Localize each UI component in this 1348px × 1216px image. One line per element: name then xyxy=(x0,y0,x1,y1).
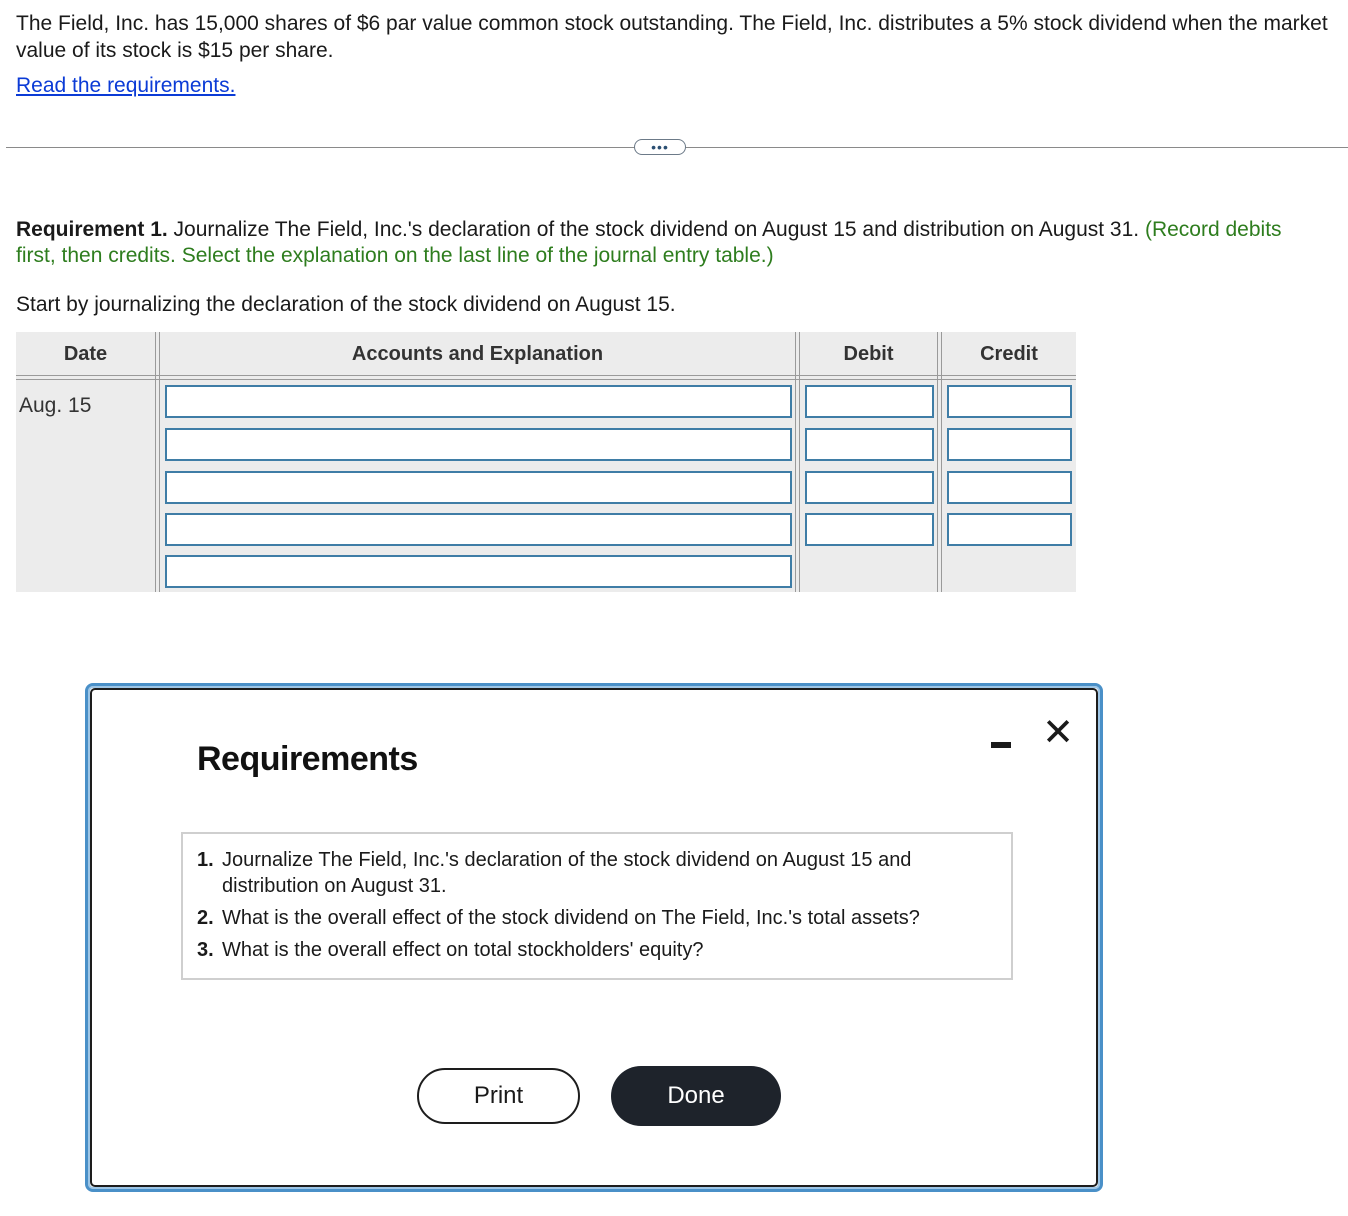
item-number: 3. xyxy=(197,939,214,961)
debit-input-row-4[interactable] xyxy=(805,513,934,546)
credit-input-row-4[interactable] xyxy=(947,513,1072,546)
header-accounts: Accounts and Explanation xyxy=(351,343,604,365)
requirement-instruction: (Record debits first, then credits. Select the explanation on the last line of the journal entry table.) xyxy=(16,218,1282,267)
account-input-row-1[interactable] xyxy=(165,385,792,418)
header-debit: Debit xyxy=(843,343,894,365)
list-item xyxy=(197,847,997,899)
list-item xyxy=(197,937,997,963)
explanation-input[interactable] xyxy=(165,555,792,588)
header-date: Date xyxy=(63,343,108,365)
item-text: Journalize The Field, Inc.'s declaration of the stock dividend on August 15 and distribution on August 31. xyxy=(222,849,912,897)
problem-statement: The Field, Inc. has 15,000 shares of $6 par value common stock outstanding. The Field, Inc. distributes a 5% stock dividend when the market value of its stock is $15 per share. xyxy=(16,12,1328,62)
credit-input-row-3[interactable] xyxy=(947,471,1072,504)
requirement-label: Requirement 1. xyxy=(16,218,168,241)
account-input-row-2[interactable] xyxy=(165,428,792,461)
read-requirements-link[interactable]: Read the requirements. xyxy=(16,74,236,97)
debit-input-row-2[interactable] xyxy=(805,428,934,461)
header-separator xyxy=(16,375,1076,380)
requirement-body: Journalize The Field, Inc.'s declaration of the stock dividend on August 15 and distribution on August 31. xyxy=(167,218,1145,241)
requirements-dialog xyxy=(85,683,1103,1192)
credit-input-row-1[interactable] xyxy=(947,385,1072,418)
dialog-frame xyxy=(90,688,1098,1187)
expand-button[interactable]: ••• xyxy=(634,139,686,155)
debit-input-row-3[interactable] xyxy=(805,471,934,504)
debit-input-row-1[interactable] xyxy=(805,385,934,418)
journal-entry-table xyxy=(16,332,1076,592)
column-separator xyxy=(795,332,800,592)
column-separator xyxy=(937,332,942,592)
entry-date: Aug. 15 xyxy=(19,394,92,417)
requirements-list xyxy=(181,832,1013,980)
done-button[interactable]: Done xyxy=(611,1066,781,1126)
start-instruction: Start by journalizing the declaration of the stock dividend on August 15. xyxy=(16,293,676,316)
column-separator xyxy=(155,332,160,592)
dialog-title: Requirements xyxy=(197,740,418,778)
close-icon[interactable]: ✕ xyxy=(1042,712,1074,754)
list-item xyxy=(197,905,997,931)
account-input-row-3[interactable] xyxy=(165,471,792,504)
requirement-1-text xyxy=(16,217,1316,269)
minimize-icon[interactable] xyxy=(989,732,1013,756)
credit-input-row-2[interactable] xyxy=(947,428,1072,461)
header-credit: Credit xyxy=(980,343,1038,365)
item-number: 2. xyxy=(197,907,214,929)
item-text: What is the overall effect on total stockholders' equity? xyxy=(222,939,704,961)
print-button[interactable]: Print xyxy=(417,1068,580,1124)
item-number: 1. xyxy=(197,849,214,871)
item-text: What is the overall effect of the stock dividend on The Field, Inc.'s total assets? xyxy=(222,907,920,929)
account-input-row-4[interactable] xyxy=(165,513,792,546)
